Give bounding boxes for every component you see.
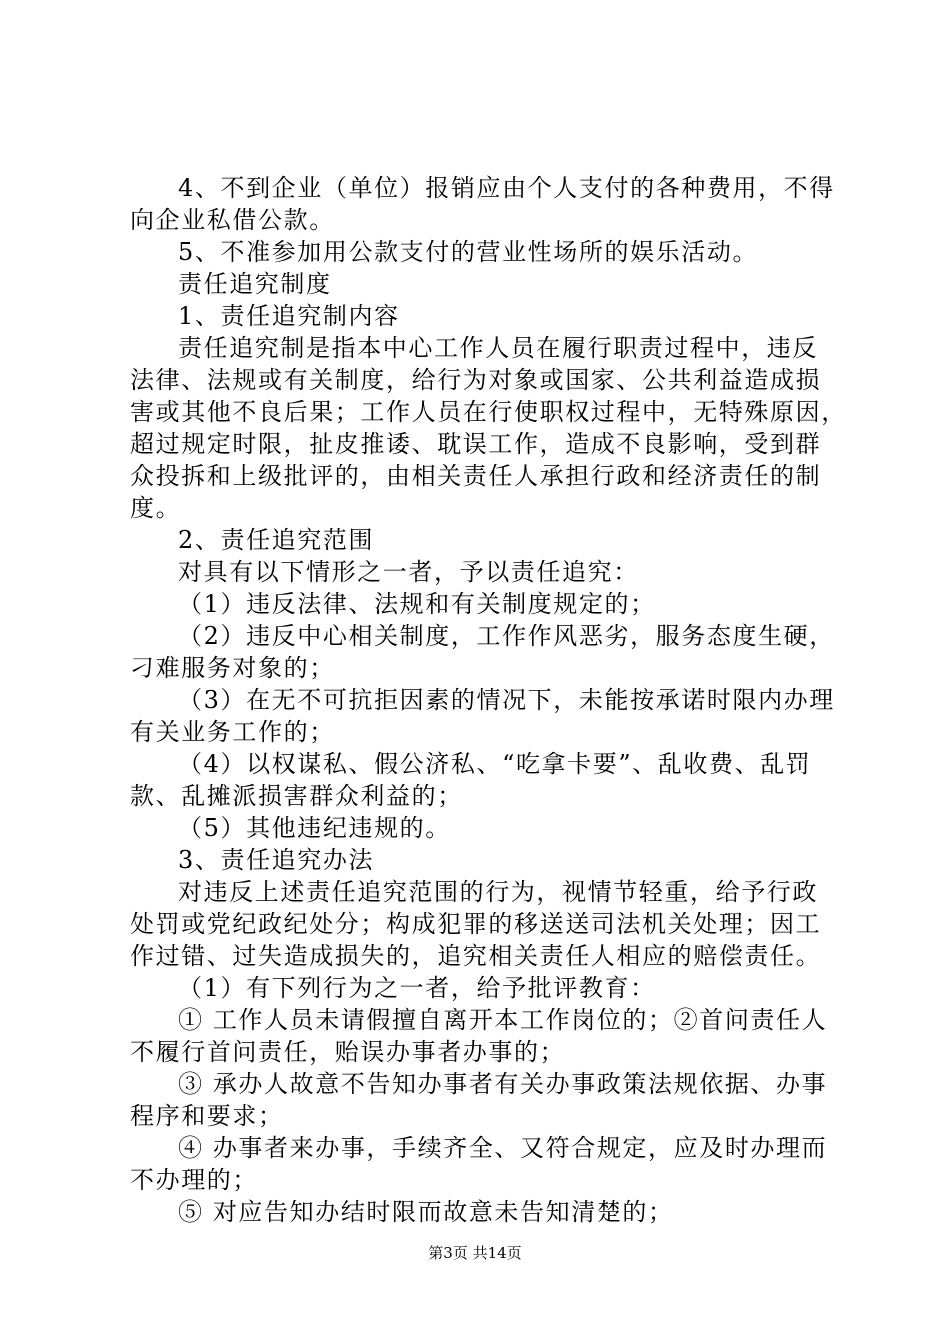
list-item-continuation: 不办理的； <box>130 1166 258 1194</box>
list-item: ④ 办事者来办事，手续齐全、又符合规定，应及时办理而 <box>178 1134 828 1162</box>
paragraph-line: 4、不到企业（单位）报销应由个人支付的各种费用，不得 <box>178 174 835 202</box>
paragraph-line: 法律、法规或有关制度，给行为对象或国家、公共利益造成损 <box>130 366 822 394</box>
paragraph-line: 对违反上述责任追究范围的行为，视情节轻重，给予行政 <box>178 878 818 906</box>
list-item-continuation: 款、乱摊派损害群众利益的； <box>130 782 463 810</box>
subsection-heading: 1、责任追究制内容 <box>178 302 400 330</box>
document-body <box>130 172 847 1228</box>
list-item: （1）有下列行为之一者，给予批评教育： <box>178 974 656 1002</box>
paragraph-line: 对具有以下情形之一者，予以责任追究： <box>178 558 639 586</box>
page-footer <box>0 1243 950 1263</box>
section-heading: 责任追究制度 <box>178 270 332 298</box>
paragraph-line: 处罚或党纪政纪处分；构成犯罪的移送送司法机关处理；因工 <box>130 910 822 938</box>
list-item-continuation: 有关业务工作的； <box>130 718 335 746</box>
list-item: （5）其他违纪违规的。 <box>178 814 451 842</box>
list-item-continuation: 刁难服务对象的； <box>130 654 335 682</box>
list-item: ③ 承办人故意不告知办事者有关办事政策法规依据、办事 <box>178 1070 828 1098</box>
paragraph-line: 超过规定时限，扯皮推诿、耽误工作，造成不良影响，受到群 <box>130 430 822 458</box>
paragraph-line: 作过错、过失造成损失的，追究相关责任人相应的赔偿责任。 <box>130 942 822 970</box>
list-item: （3）在无不可抗拒因素的情况下，未能按承诺时限内办理 <box>178 686 835 714</box>
paragraph-line: 责任追究制是指本中心工作人员在履行职责过程中，违反 <box>178 334 818 362</box>
list-item: （1）违反法律、法规和有关制度规定的； <box>178 590 656 618</box>
page-number: 第3页 <box>428 1244 468 1262</box>
paragraph-line: 5、不准参加用公款支付的营业性场所的娱乐活动。 <box>178 238 759 266</box>
list-item-continuation: 程序和要求； <box>130 1102 284 1130</box>
list-item-continuation: 不履行首问责任，贻误办事者办事的； <box>130 1038 566 1066</box>
paragraph-line: 向企业私借公款。 <box>130 206 335 234</box>
subsection-heading: 2、责任追究范围 <box>178 526 375 554</box>
list-item: ⑤ 对应告知办结时限而故意未告知清楚的； <box>178 1198 674 1226</box>
paragraph-line: 度。 <box>130 494 182 522</box>
subsection-heading: 3、责任追究办法 <box>178 846 375 874</box>
list-item: ① 工作人员未请假擅自离开本工作岗位的；②首问责任人 <box>178 1006 828 1034</box>
list-item: （2）违反中心相关制度，工作作风恶劣，服务态度生硬， <box>178 622 835 650</box>
paragraph-line: 众投拆和上级批评的，由相关责任人承担行政和经济责任的制 <box>130 462 822 490</box>
list-item: （4）以权谋私、假公济私、“吃拿卡要”、乱收费、乱罚 <box>178 750 812 778</box>
page-total: 共14页 <box>472 1244 522 1262</box>
paragraph-line: 害或其他不良后果；工作人员在行使职权过程中，无特殊原因， <box>130 398 847 426</box>
